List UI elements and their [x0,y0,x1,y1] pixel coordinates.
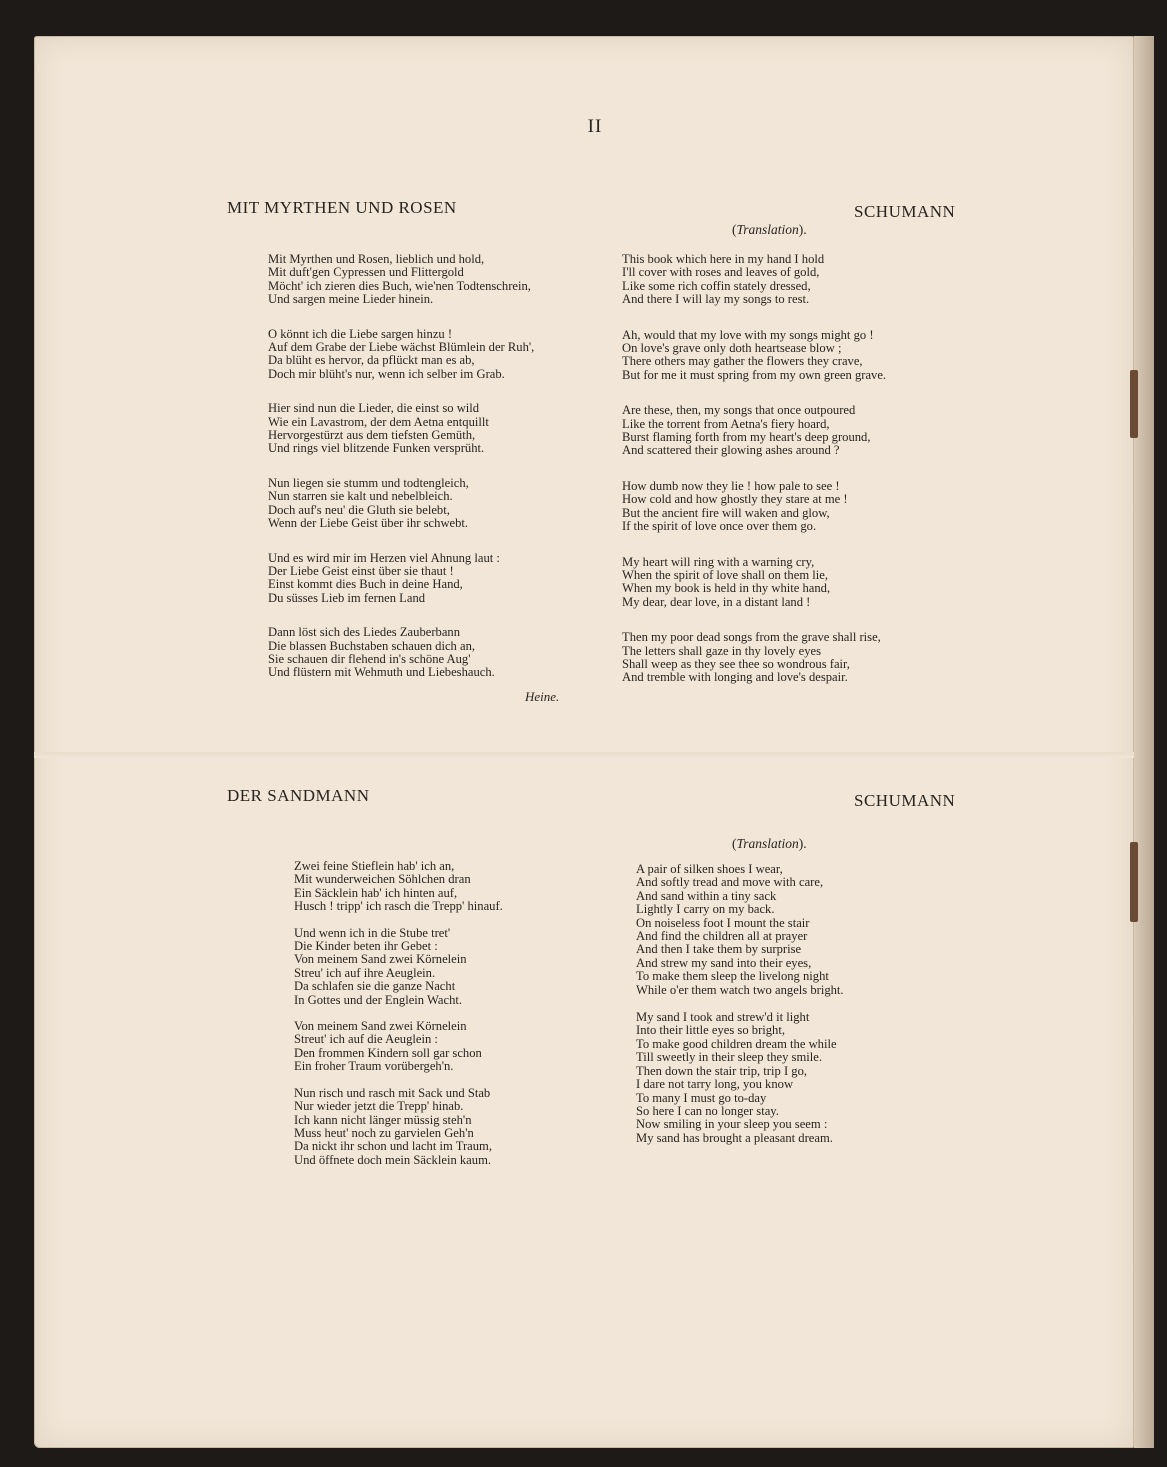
verse-line: And softly tread and move with care, [636,875,824,890]
verse-line: Da nickt ihr schon und lacht im Traum, [294,1139,492,1154]
verse-line: Wie ein Lavastrom, der dem Aetna entquillt [268,414,489,429]
verse-line: How dumb now they lie ! how pale to see ! [622,478,840,493]
verse-line: And there I will lay my songs to rest. [622,292,810,307]
verse-line: And then I take them by surprise [636,942,802,957]
verse-line: My sand has brought a pleasant dream. [636,1130,833,1145]
verse-line: On love's grave only doth heartsease blow ; [622,341,842,356]
stanza [268,402,534,456]
verse-line: My sand I took and strew'd it light [636,1010,810,1025]
verse-line: Du süsses Lieb im fernen Land [268,590,426,605]
verse-line: Und öffnete doch mein Säcklein kaum. [294,1152,492,1167]
verse-line: Hier sind nun die Lieder, die einst so wild [268,401,480,416]
english-lyrics [636,863,844,1145]
verse-line: My heart will ring with a warning cry, [622,554,815,569]
verse-line: O könnt ich die Liebe sargen hinzu ! [268,326,453,341]
verse-line: Wenn der Liebe Geist über ihr schwebt. [268,516,469,531]
stanza [622,631,886,685]
stanza [622,404,886,458]
verse-line: But for me it must spring from my own green grave. [622,367,887,382]
composer-name: SCHUMANN [854,791,956,810]
verse-line: Mit duft'gen Cypressen und Flittergold [268,265,464,280]
stanza [294,1087,503,1167]
german-lyrics [268,253,534,680]
verse-line: Like some rich coffin stately dressed, [622,278,811,293]
verse-line: Ich kann nicht länger müssig steh'n [294,1112,472,1127]
translation-label: (Translation). [732,222,807,237]
verse-line: Und wenn ich in die Stube tret' [294,925,451,940]
verse-line: Zwei feine Stieflein hab' ich an, [294,859,455,873]
verse-line: Die blassen Buchstaben schauen dich an, [268,638,476,653]
stanza [268,477,534,531]
stanza [622,556,886,610]
verse-line: Dann löst sich des Liedes Zauberbann [268,625,460,640]
verse-line: I dare not tarry long, you know [636,1077,794,1092]
verse-line: Der Liebe Geist einst über sie thaut ! [268,563,454,578]
verse-line: While o'er them watch two angels bright. [636,982,844,997]
verse-line: But the ancient fire will waken and glow, [622,505,830,520]
verse-line: Doch mir blüht's nur, wenn ich selber im Grab. [268,366,505,381]
verse-line: Streut' ich auf die Aeuglein : [294,1032,438,1047]
verse-line: Burst flaming forth from my heart's deep ground, [622,430,871,445]
stanza [268,253,534,307]
verse-line: Then my poor dead songs from the grave shall rise, [622,630,881,645]
verse-line: I'll cover with roses and leaves of gold, [622,265,820,280]
verse-line: There others may gather the flowers they crave, [622,354,863,369]
verse-line: Sie schauen dir flehend in's schöne Aug' [268,651,471,666]
verse-line: And find the children all at prayer [636,929,808,944]
verse-line: Streu' ich auf ihre Aeuglein. [294,965,436,980]
verse-line: Die Kinder beten ihr Gebet : [294,939,438,954]
verse-line: Möcht' ich zieren dies Buch, wie'nen Todtenschrein, [268,278,531,293]
stanza [636,1011,844,1145]
stanza [268,328,534,382]
verse-line: On noiseless foot I mount the stair [636,915,810,930]
verse-line: To make them sleep the livelong night [636,969,829,984]
verse-line: The letters shall gaze in thy lovely eyes [622,643,821,658]
verse-line: Und sargen meine Lieder hinein. [268,292,434,307]
verse-line: Lightly I carry on my back. [636,902,775,917]
verse-line: Und es wird mir im Herzen viel Ahnung laut : [268,550,500,565]
verse-line: Von meinem Sand zwei Körnelein [294,952,467,967]
verse-line: Ein Säcklein hab' ich hinten auf, [294,885,458,900]
verse-line: Into their little eyes so bright, [636,1023,785,1038]
verse-line: Ein froher Traum vorübergeh'n. [294,1059,454,1074]
verse-line: When the spirit of love shall on them lie, [622,567,829,582]
verse-line: Muss heut' noch zu garvielen Geh'n [294,1125,474,1140]
stanza [636,863,844,997]
verse-line: Mit Myrthen und Rosen, lieblich und hold, [268,252,485,266]
verse-line: Are these, then, my songs that once outpoured [622,403,856,418]
verse-line: And strew my sand into their eyes, [636,955,812,970]
verse-line: So here I can no longer stay. [636,1103,779,1118]
verse-line: Da blüht es hervor, da pflückt man es ab, [268,353,475,368]
verse-line: When my book is held in thy white hand, [622,581,831,596]
verse-line: If the spirit of love once over them go. [622,519,817,534]
song-title: MIT MYRTHEN UND ROSEN [227,198,457,217]
verse-line: This book which here in my hand I hold [622,252,825,266]
verse-line: Nun starren sie kalt und nebelbleich. [268,489,453,504]
verse-line: How cold and how ghostly they stare at me ! [622,492,848,507]
english-lyrics [622,253,886,685]
verse-line: Da schlafen sie die ganze Nacht [294,979,456,994]
verse-line: A pair of silken shoes I wear, [636,862,783,876]
binding-clip [1130,842,1138,922]
german-lyrics [294,860,503,1167]
translation-label: (Translation). [732,836,807,851]
page-fold [34,752,1134,758]
verse-line: And sand within a tiny sack [636,888,777,903]
verse-line: And scattered their glowing ashes around ? [622,443,840,458]
verse-line: Einst kommt dies Buch in deine Hand, [268,577,463,592]
verse-line: Nun liegen sie stumm und todtengleich, [268,475,469,490]
binding-clip [1130,370,1138,438]
verse-line: Auf dem Grabe der Liebe wächst Blümlein der Ruh', [268,340,535,355]
stanza [622,253,886,307]
verse-line: Den frommen Kindern soll gar schon [294,1045,482,1060]
verse-line: Mit wunderweichen Söhlchen dran [294,872,471,887]
book-page [34,36,1134,1448]
verse-line: My dear, dear love, in a distant land ! [622,594,811,609]
verse-line: Shall weep as they see thee so wondrous fair, [622,656,850,671]
verse-line: Husch ! tripp' ich rasch die Trepp' hinauf. [294,899,503,914]
verse-line: To make good children dream the while [636,1036,837,1051]
verse-line: In Gottes und der Englein Wacht. [294,992,463,1007]
verse-line: Now smiling in your sleep you seem : [636,1117,828,1132]
stanza [294,927,503,1007]
verse-line: Nur wieder jetzt die Trepp' hinab. [294,1099,464,1114]
verse-line: Like the torrent from Aetna's fiery hoard, [622,416,830,431]
poet-name: Heine. [525,689,560,704]
stanza [294,1020,503,1074]
verse-line: Ah, would that my love with my songs might go ! [622,327,874,342]
verse-line: Und rings viel blitzende Funken versprüht. [268,441,485,456]
verse-line: Von meinem Sand zwei Körnelein [294,1019,467,1034]
stanza [622,329,886,383]
stanza [268,552,534,606]
composer-name: SCHUMANN [854,202,956,221]
song-title: DER SANDMANN [227,786,370,805]
verse-line: Till sweetly in their sleep they smile. [636,1050,822,1065]
verse-line: Und flüstern mit Wehmuth und Liebeshauch. [268,665,495,680]
stanza [294,860,503,914]
verse-line: Hervorgestürzt aus dem tiefsten Gemüth, [268,428,476,443]
verse-line: Then down the stair trip, trip I go, [636,1063,808,1078]
verse-line: To many I must go to-day [636,1090,767,1105]
verse-line: And tremble with longing and love's despair. [622,670,848,685]
verse-line: Nun risch und rasch mit Sack und Stab [294,1085,491,1100]
stanza [268,626,534,680]
verse-line: Doch auf's neu' die Gluth sie belebt, [268,502,450,517]
page-number: II [587,116,603,137]
page-edge [1134,36,1154,1448]
stanza [622,480,886,534]
